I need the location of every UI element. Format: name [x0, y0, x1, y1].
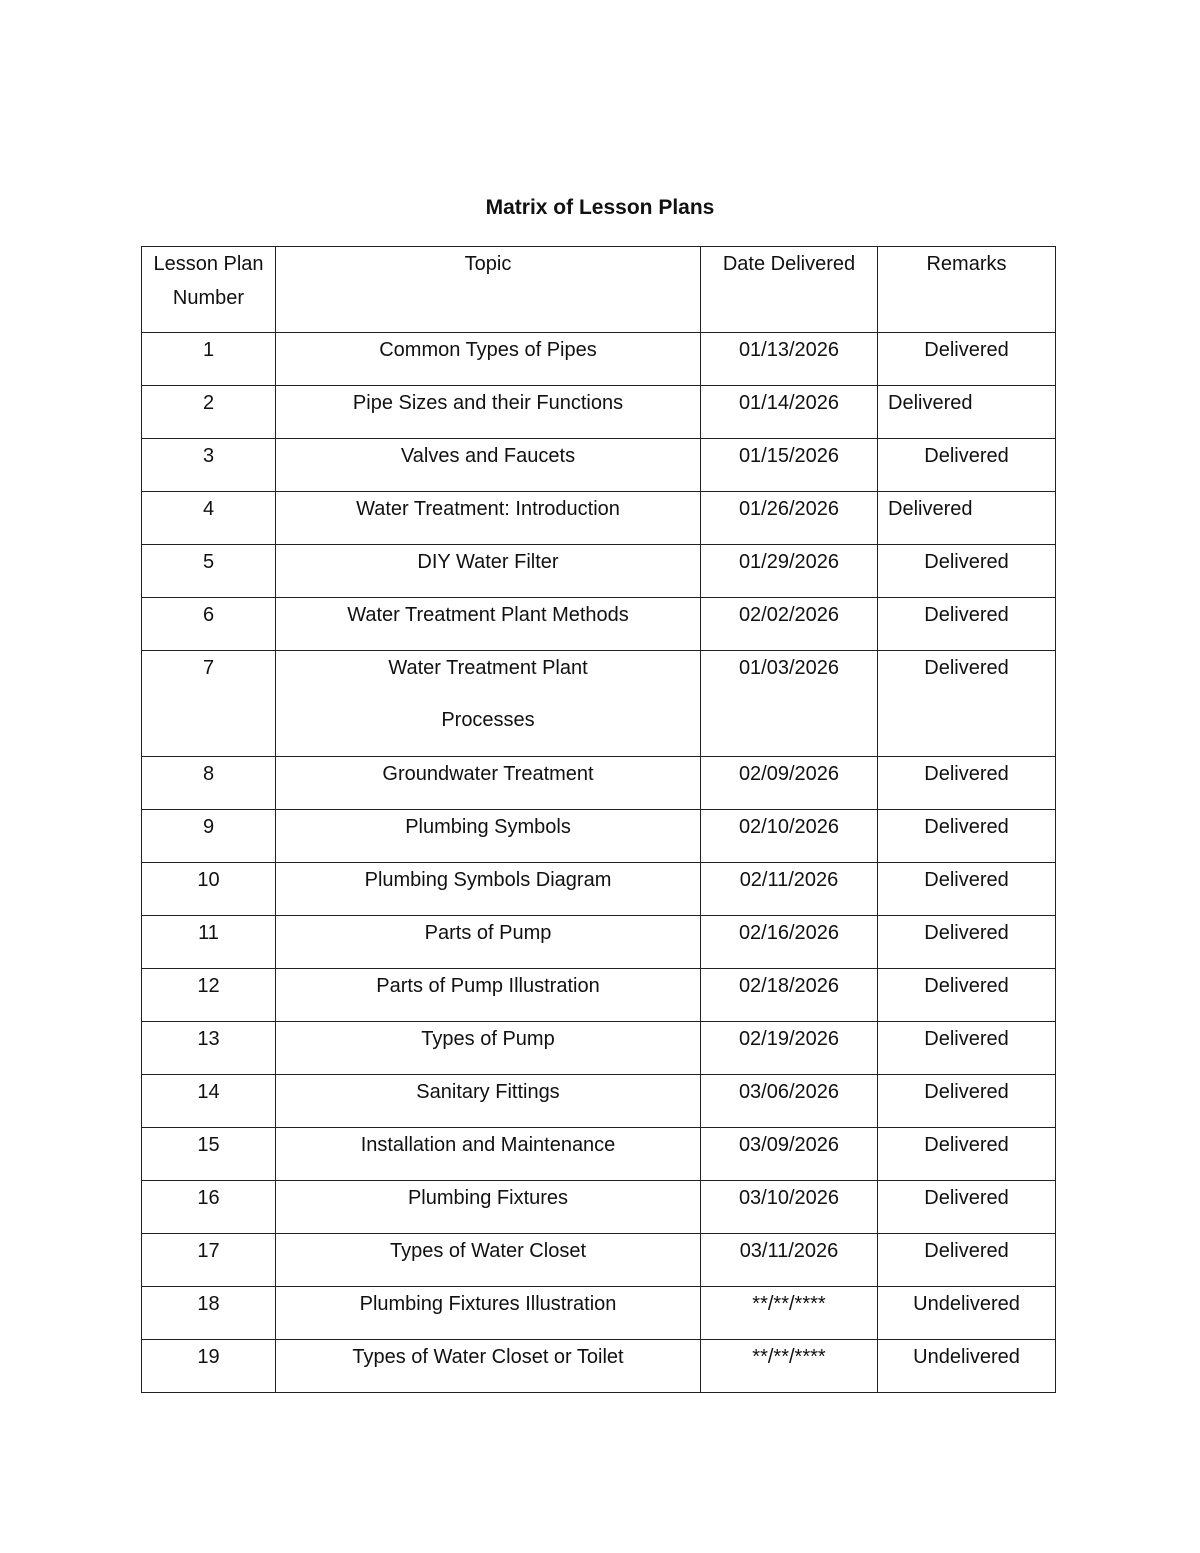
cell-remarks: Delivered: [878, 439, 1056, 492]
cell-remarks: Delivered: [878, 386, 1056, 439]
cell-date: 01/15/2026: [701, 439, 878, 492]
cell-number: 5: [142, 545, 276, 598]
cell-number: 13: [142, 1022, 276, 1075]
table-row: [142, 651, 1056, 757]
table-row: [142, 545, 1056, 598]
cell-number: 18: [142, 1287, 276, 1340]
cell-topic: Groundwater Treatment: [276, 757, 701, 810]
header-remarks: Remarks: [878, 247, 1056, 333]
table-row: [142, 863, 1056, 916]
cell-number: 1: [142, 333, 276, 386]
table-row: [142, 810, 1056, 863]
cell-number: 12: [142, 969, 276, 1022]
cell-topic: Plumbing Symbols: [276, 810, 701, 863]
cell-remarks: Delivered: [878, 810, 1056, 863]
cell-number: 19: [142, 1340, 276, 1393]
header-number-line2: Number: [172, 287, 245, 309]
cell-topic: Types of Pump: [276, 1022, 701, 1075]
cell-topic: Types of Water Closet or Toilet: [276, 1340, 701, 1393]
cell-number: 7: [142, 651, 276, 757]
cell-remarks: Delivered: [878, 1234, 1056, 1287]
cell-date: 03/06/2026: [701, 1075, 878, 1128]
cell-date: 02/09/2026: [701, 757, 878, 810]
table-row: [142, 1181, 1056, 1234]
cell-date: 03/11/2026: [701, 1234, 878, 1287]
document-title: Matrix of Lesson Plans: [485, 196, 715, 219]
cell-topic: Plumbing Fixtures: [276, 1181, 701, 1234]
cell-number: 11: [142, 916, 276, 969]
cell-date: 01/13/2026: [701, 333, 878, 386]
cell-remarks: Undelivered: [878, 1287, 1056, 1340]
cell-remarks: Delivered: [878, 598, 1056, 651]
cell-remarks: Delivered: [878, 651, 1056, 757]
table-row: [142, 1075, 1056, 1128]
cell-remarks: Delivered: [878, 969, 1056, 1022]
table-row: [142, 386, 1056, 439]
cell-remarks: Undelivered: [878, 1340, 1056, 1393]
cell-date: 02/18/2026: [701, 969, 878, 1022]
table-row: [142, 916, 1056, 969]
cell-remarks: Delivered: [878, 863, 1056, 916]
cell-remarks: Delivered: [878, 916, 1056, 969]
cell-topic-line1: Water Treatment Plant: [388, 657, 588, 679]
table-row: [142, 598, 1056, 651]
table-row: [142, 969, 1056, 1022]
cell-date: 02/02/2026: [701, 598, 878, 651]
cell-topic: Plumbing Symbols Diagram: [276, 863, 701, 916]
cell-number: 8: [142, 757, 276, 810]
cell-number: 14: [142, 1075, 276, 1128]
cell-topic: Parts of Pump: [276, 916, 701, 969]
cell-number: 15: [142, 1128, 276, 1181]
cell-date: 02/19/2026: [701, 1022, 878, 1075]
cell-remarks: Delivered: [878, 333, 1056, 386]
cell-number: 6: [142, 598, 276, 651]
cell-number: 16: [142, 1181, 276, 1234]
cell-number: 10: [142, 863, 276, 916]
cell-date: **/**/****: [701, 1287, 878, 1340]
cell-remarks: Delivered: [878, 1128, 1056, 1181]
table-row: [142, 333, 1056, 386]
cell-topic: DIY Water Filter: [276, 545, 701, 598]
cell-date: 01/29/2026: [701, 545, 878, 598]
table-row: [142, 1340, 1056, 1393]
cell-remarks: Delivered: [878, 545, 1056, 598]
cell-remarks: Delivered: [878, 1181, 1056, 1234]
table-row: [142, 757, 1056, 810]
header-date-delivered: Date Delivered: [701, 247, 878, 333]
table-row: [142, 1128, 1056, 1181]
cell-number: 2: [142, 386, 276, 439]
cell-topic: Types of Water Closet: [276, 1234, 701, 1287]
cell-topic: Water Treatment Plant Methods: [276, 598, 701, 651]
cell-date: 03/10/2026: [701, 1181, 878, 1234]
cell-number: 4: [142, 492, 276, 545]
cell-remarks: Delivered: [878, 492, 1056, 545]
cell-topic: Valves and Faucets: [276, 439, 701, 492]
lesson-plan-table: [141, 246, 1056, 1393]
table-header-row: [142, 247, 1056, 333]
cell-topic: Water Treatment: Introduction: [276, 492, 701, 545]
cell-date: 01/14/2026: [701, 386, 878, 439]
cell-date: **/**/****: [701, 1340, 878, 1393]
cell-date: 02/11/2026: [701, 863, 878, 916]
cell-topic: Installation and Maintenance: [276, 1128, 701, 1181]
cell-topic: Pipe Sizes and their Functions: [276, 386, 701, 439]
table-row: [142, 439, 1056, 492]
cell-date: 01/26/2026: [701, 492, 878, 545]
table-row: [142, 1234, 1056, 1287]
header-lesson-plan-number: [142, 247, 276, 333]
header-number-line1: Lesson Plan: [153, 253, 264, 275]
cell-remarks: Delivered: [878, 1022, 1056, 1075]
cell-number: 9: [142, 810, 276, 863]
cell-topic: Parts of Pump Illustration: [276, 969, 701, 1022]
header-topic: Topic: [276, 247, 701, 333]
cell-date: 01/03/2026: [701, 651, 878, 757]
cell-number: 3: [142, 439, 276, 492]
cell-topic: Plumbing Fixtures Illustration: [276, 1287, 701, 1340]
table-row: [142, 1287, 1056, 1340]
cell-topic: Common Types of Pipes: [276, 333, 701, 386]
cell-topic: Sanitary Fittings: [276, 1075, 701, 1128]
cell-date: 02/10/2026: [701, 810, 878, 863]
cell-topic-line2: Processes: [441, 709, 535, 731]
cell-remarks: Delivered: [878, 757, 1056, 810]
cell-remarks: Delivered: [878, 1075, 1056, 1128]
cell-number: 17: [142, 1234, 276, 1287]
cell-topic: [276, 651, 701, 757]
table-row: [142, 492, 1056, 545]
cell-date: 02/16/2026: [701, 916, 878, 969]
table-row: [142, 1022, 1056, 1075]
cell-date: 03/09/2026: [701, 1128, 878, 1181]
